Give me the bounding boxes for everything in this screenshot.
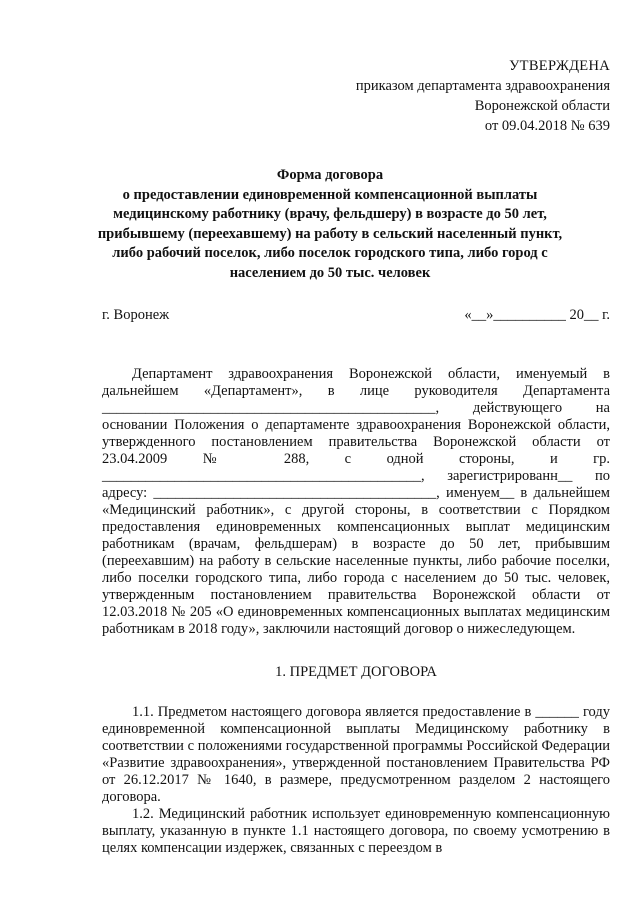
title-line: медицинскому работнику (врачу, фельдшеру) в возрасте до 50 лет,: [113, 206, 547, 222]
approval-heading: УТВЕРЖДЕНА: [509, 58, 610, 74]
preamble-paragraph: [102, 366, 610, 638]
title-line: либо рабочий поселок, либо поселок городского типа, либо город с: [112, 245, 548, 261]
document-title: [80, 166, 580, 283]
title-line: о предоставлении единовременной компенсационной выплаты: [122, 186, 538, 203]
title-line: Форма договора: [276, 167, 384, 183]
clause-1-1: [102, 704, 610, 806]
approval-region-line: Воронежской области: [474, 98, 610, 114]
section-heading: 1. ПРЕДМЕТ ДОГОВОРА: [275, 664, 437, 680]
approval-stamp: [356, 56, 610, 136]
approval-date-line: от 09.04.2018 № 639: [484, 118, 610, 134]
preamble-text: Департамент здравоохранения Воронежской области, именуемый в дальнейшем «Департамент», в лице руководителя Департамента ______________________________________________, действующего на основании Положения о департаменте здравоохранения Воронежской области, утвержденного постановлением правительства Воронежской области от 23.04.2009 № 288, с одной стороны, и гр. ____________________________________________, зарегистрированн__ по адресу: _______________________________________, именуем__ в дальнейшем «Медицинский работник», с другой стороны, в соответствии с Порядком предоставления единовременных компенсационных выплат медицинским работникам (врачам, фельдшерам) в возрасте до 50 лет, прибывшим (переехавшим) на работу в сельские населенные пункты, либо рабочие поселки, либо поселки городского типа, либо города с населением до 50 тыс. человек, утвержденным постановлением правительства Воронежской области от 12.03.2018 № 205 «О единовременных компенсационных выплатах медицинским работникам в 2018 году», заключили настоящий договор о нижеследующем.: [102, 366, 610, 637]
title-line: населением до 50 тыс. человек: [229, 264, 431, 281]
title-line: прибывшему (переехавшему) на работу в сельский населенный пункт,: [97, 225, 563, 242]
clause-1-2: [102, 806, 610, 857]
contract-city: г. Воронеж: [102, 307, 170, 323]
clause-text: 1.1. Предметом настоящего договора является предоставление в ______ году единовременной компенсационной выплаты Медицинскому работнику в соответствии с положениями государственной программы Российской Федерации «Развитие здравоохранения», утвержденной постановлением Правительства РФ от 26.12.2017 № 1640, в размере, предусмотренном разделом 2 настоящего договора.: [102, 704, 610, 805]
clause-text: 1.2. Медицинский работник использует единовременную компенсационную выплату, указанную в пункте 1.1 настоящего договора, по своему усмотрению в целях компенсации издержек, связанных с переездом в: [102, 806, 610, 856]
contract-date-blank: «__»__________ 20__ г.: [464, 307, 610, 323]
approval-order-line: приказом департамента здравоохранения: [355, 78, 610, 94]
